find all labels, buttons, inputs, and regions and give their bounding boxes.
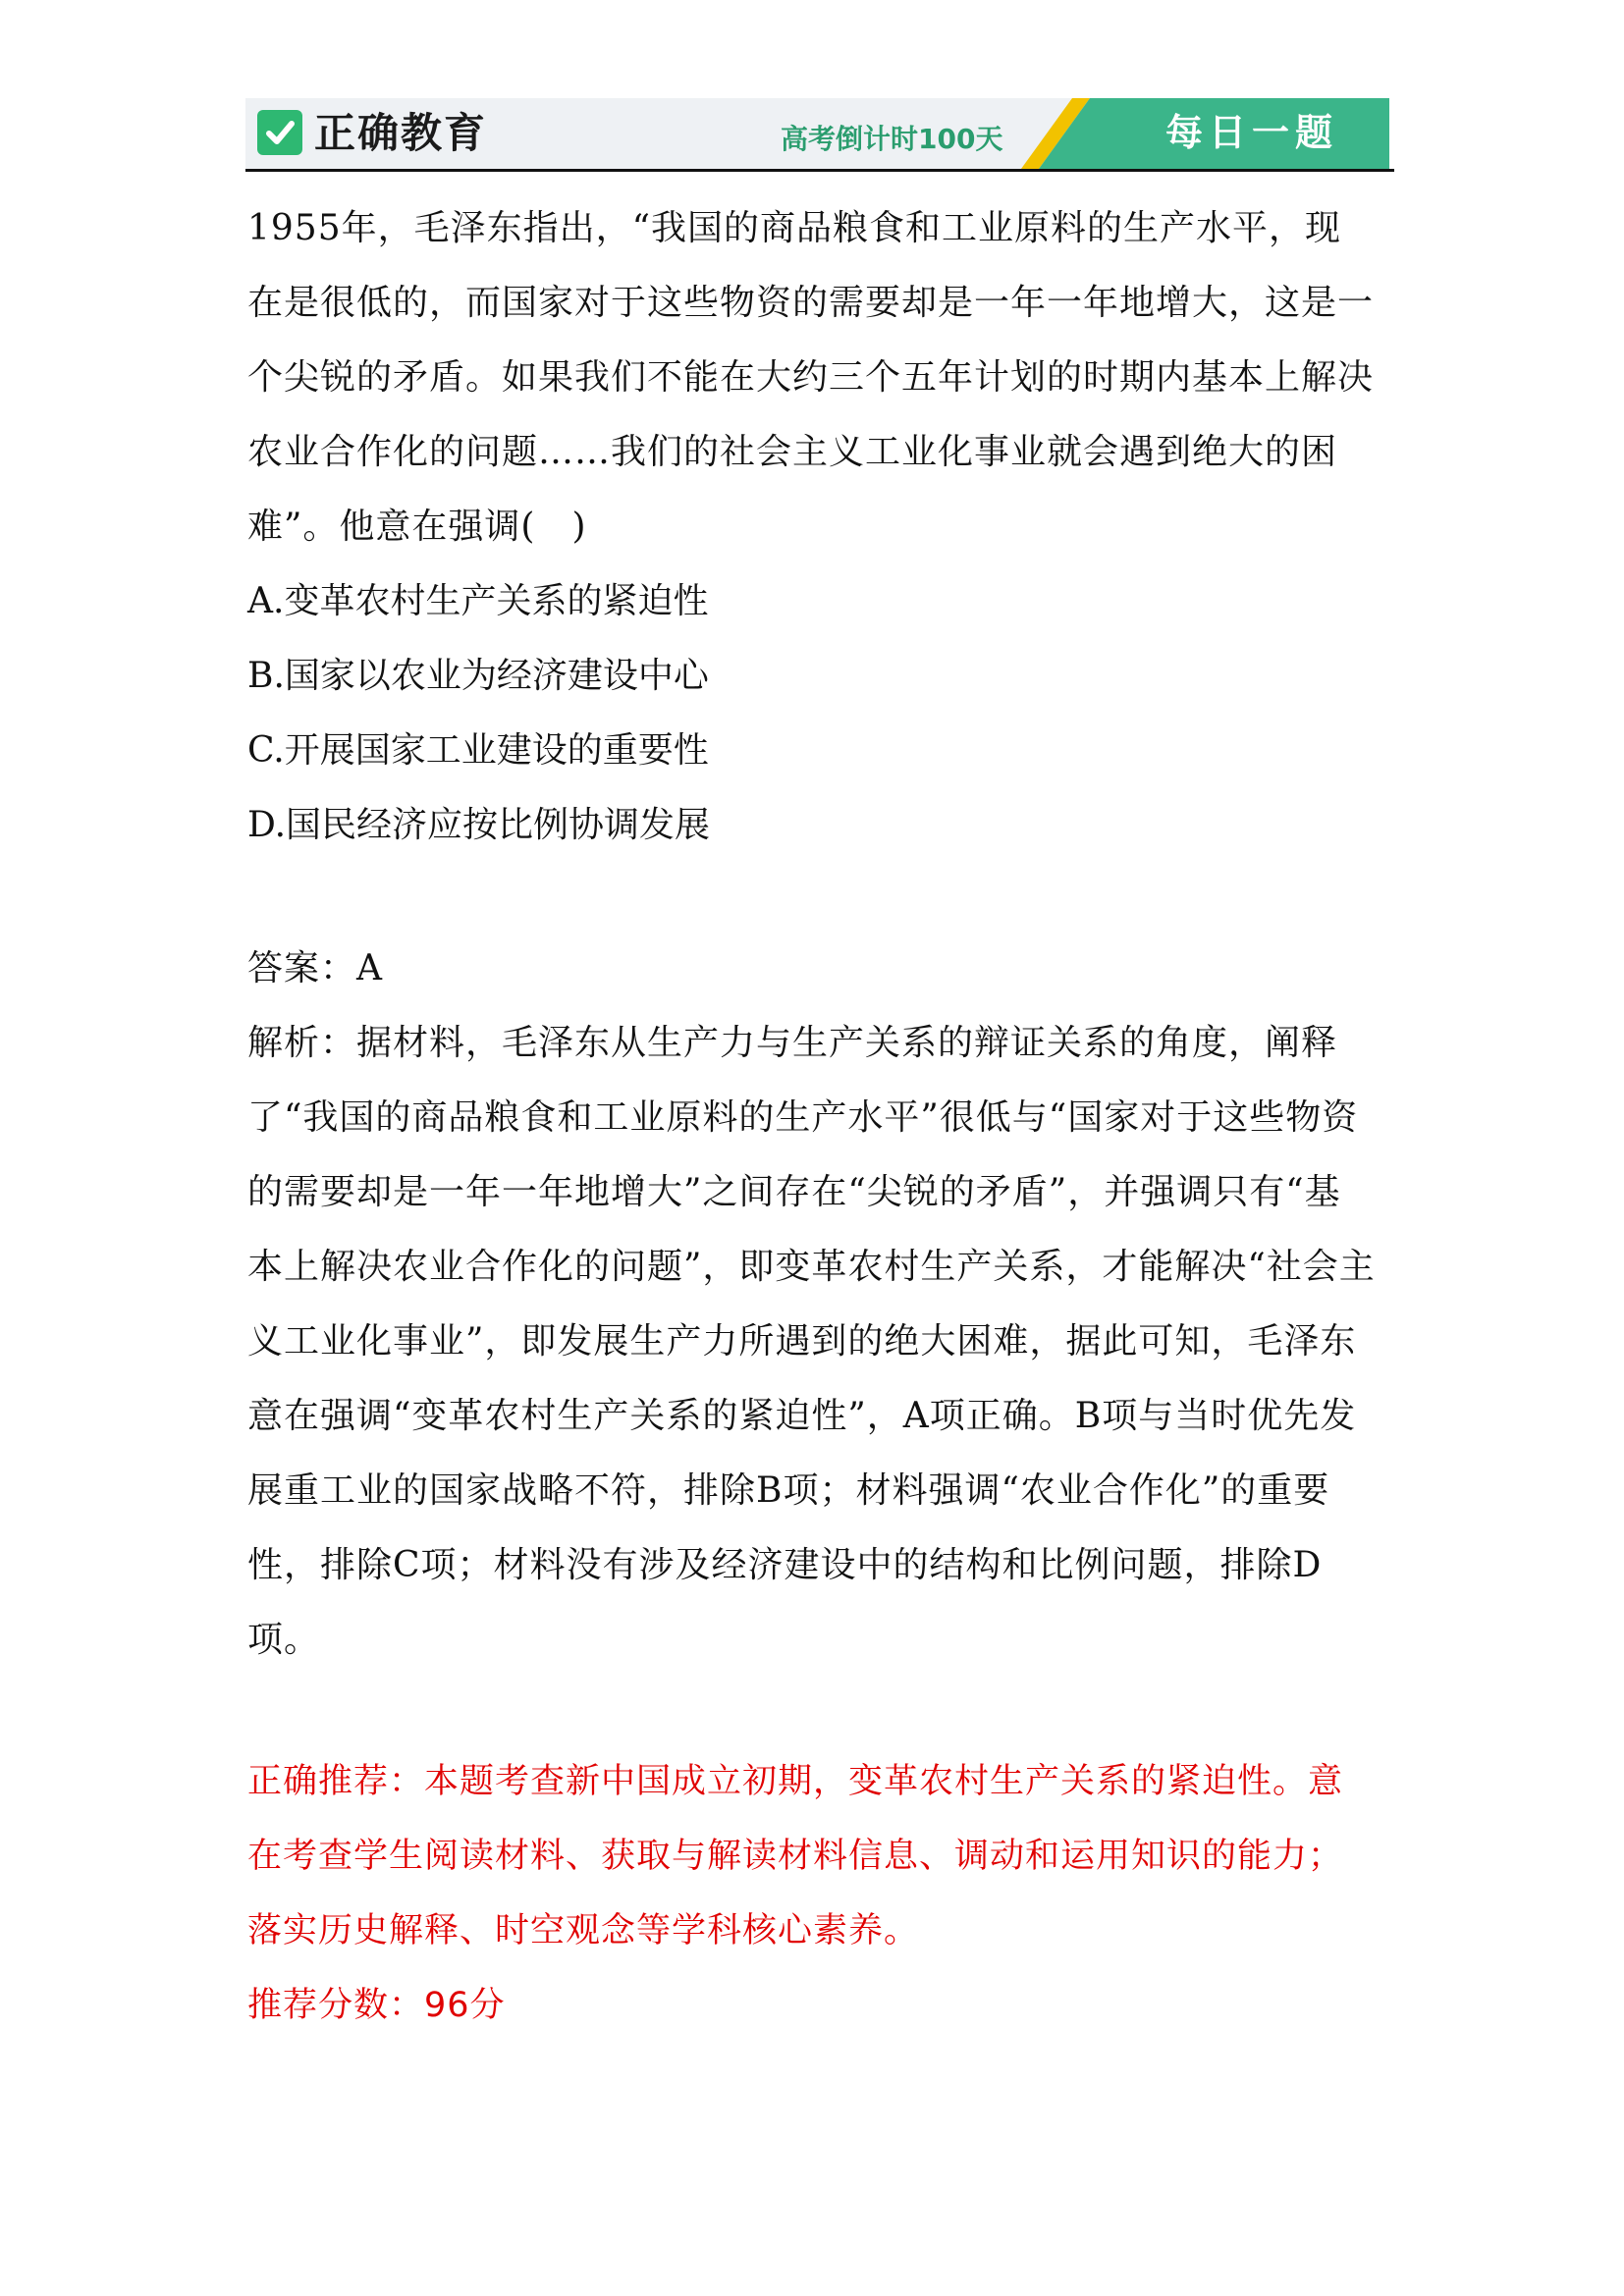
spacer xyxy=(247,1678,1377,1744)
recommendation-score: 推荐分数：96分 xyxy=(247,1986,506,2025)
option-d: D.国民经济应按比例协调发展 xyxy=(247,805,711,845)
header-banner xyxy=(245,98,1389,169)
daily-question-badge: 每日一题 xyxy=(1164,111,1338,154)
header-divider xyxy=(245,169,1394,172)
question-content xyxy=(247,191,1377,2043)
recommendation-text: 正确推荐：本题考查新中国成立初期，变革农村生产关系的紧迫性。意在考查学生阅读材料、获取与解读材料信息、调动和运用知识的能力；落实历史解释、时空观念等学科核心素养。 xyxy=(247,1762,1344,1950)
analysis-text: 解析：据材料，毛泽东从生产力与生产关系的辩证关系的角度，阐释了“我国的商品粮食和工业原料的生产水平”很低与“国家对于这些物资的需要却是一年一年地增大”之间存在“尖锐的矛盾”，并强调只有“基本上解决农业合作化的问题”，即变革农村生产关系，才能解决“社会主义工业化事业”，即发展生产力所遇到的绝大困难，据此可知，毛泽东意在强调“变革农村生产关系的紧迫性”，A项正确。B项与当时优先发展重工业的国家战略不符，排除B项；材料强调“农业合作化”的重要性，排除C项；材料没有涉及经济建设中的结构和比例问题，排除D项。 xyxy=(247,1023,1376,1660)
option-b: B.国家以农业为经济建设中心 xyxy=(247,656,709,696)
option-a: A.变革农村生产关系的紧迫性 xyxy=(247,581,709,621)
question-stem: 1955年，毛泽东指出，“我国的商品粮食和工业原料的生产水平，现在是很低的，而国家对于这些物资的需要却是一年一年地增大，这是一个尖锐的矛盾。如果我们不能在大约三个五年计划的时期内基本上解决农业合作化的问题……我们的社会主义工业化事业就会遇到绝大的困难”。他意在强调( ) xyxy=(247,208,1375,547)
countdown-label: 高考倒计时100天 xyxy=(781,123,1003,155)
option-c: C.开展国家工业建设的重要性 xyxy=(247,730,709,771)
brand-logo-text: 正确教育 xyxy=(314,109,488,157)
answer-line: 答案：A xyxy=(247,948,383,988)
spacer xyxy=(247,863,1377,932)
